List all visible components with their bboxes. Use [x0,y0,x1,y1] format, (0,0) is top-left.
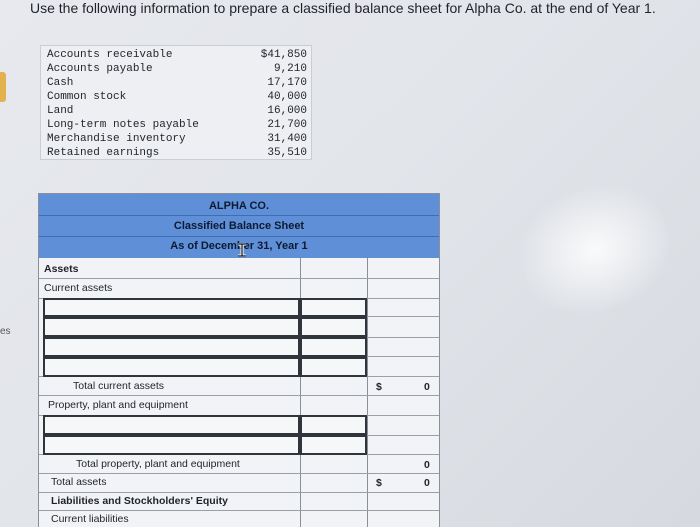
info-value: 17,170 [267,77,307,89]
info-label: Retained earnings [47,147,160,159]
info-label: Accounts receivable [47,49,173,61]
info-value: 35,510 [267,147,307,159]
info-label: Land [47,105,74,117]
info-label: Common stock [47,91,127,103]
total-assets-value: 0 [424,477,430,489]
row-divider [39,510,439,511]
info-row [41,90,311,104]
ppe-name-input[interactable] [43,415,300,435]
info-row [41,146,311,160]
info-row [41,132,311,146]
info-label: Cash [47,77,74,89]
info-row [41,76,311,90]
current-asset-name-input[interactable] [43,337,300,357]
row-divider [367,435,439,436]
assets-heading: Assets [44,263,79,275]
left-edge-tab [0,72,6,102]
current-asset-name-input[interactable] [43,317,300,337]
company-name: ALPHA CO. [208,200,270,212]
info-value: 31,400 [267,133,307,145]
instruction-text: Use the following information to prepare a classified balance sheet for Alpha Co. at the end of Year 1. [30,0,656,16]
row-divider [367,337,439,338]
total-assets-label: Total assets [51,476,107,488]
sheet-date: As of December 31, Year 1 [170,240,308,252]
info-label: Merchandise inventory [47,133,186,145]
header-divider [39,236,439,237]
info-row [41,118,311,132]
info-value: 21,700 [267,119,307,131]
info-row [41,62,311,76]
current-asset-amount-input[interactable] [300,317,367,337]
liabilities-equity-heading: Liabilities and Stockholders' Equity [51,495,228,507]
currency-symbol: $ [376,381,382,393]
current-liabilities-heading: Current liabilities [51,513,129,525]
total-ppe-value: 0 [424,459,430,471]
current-asset-amount-input[interactable] [300,337,367,357]
current-asset-amount-input[interactable] [300,357,367,377]
current-asset-name-input[interactable] [43,298,300,317]
ppe-name-input[interactable] [43,435,300,455]
currency-symbol: $ [376,477,382,489]
info-label: Long-term notes payable [47,119,199,131]
current-assets-heading: Current assets [44,282,113,294]
row-divider [39,473,439,474]
ppe-amount-input[interactable] [300,415,367,435]
total-ppe-label: Total property, plant and equipment [76,458,240,470]
info-value: 16,000 [267,105,307,117]
info-row [41,48,311,62]
row-divider [367,316,439,317]
ppe-amount-input[interactable] [300,435,367,455]
row-divider [367,356,439,357]
header-divider [39,215,439,216]
given-info-table [40,45,312,160]
sheet-title: Classified Balance Sheet [173,220,305,232]
left-edge-text: es [0,326,11,337]
row-divider [39,492,439,493]
info-value: 40,000 [267,91,307,103]
total-current-assets-value: 0 [424,381,430,393]
current-asset-name-input[interactable] [43,357,300,377]
info-label: Accounts payable [47,63,153,75]
info-row [41,104,311,118]
info-value: $41,850 [260,49,307,61]
total-current-assets-label: Total current assets [73,380,165,392]
info-value: 9,210 [273,63,307,75]
text-cursor-icon [236,243,248,257]
current-asset-amount-input[interactable] [300,298,367,317]
ppe-heading: Property, plant and equipment [48,399,188,411]
row-divider [39,395,439,396]
row-divider [39,278,439,279]
